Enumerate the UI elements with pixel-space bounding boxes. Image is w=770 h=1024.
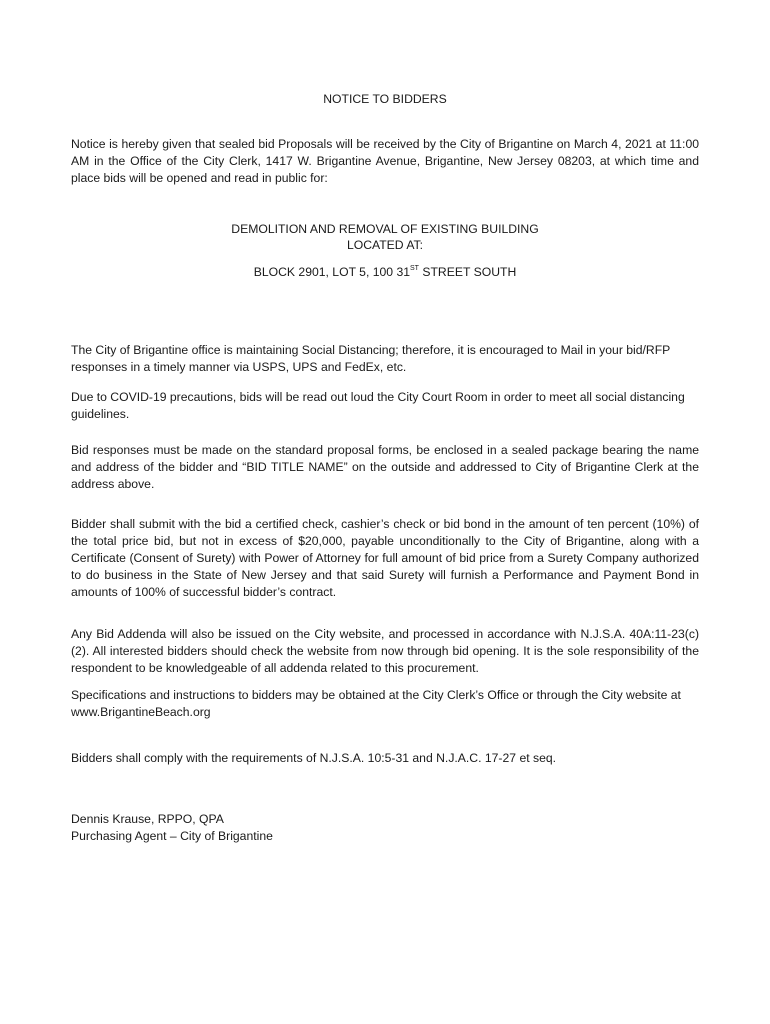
- signer-title: Purchasing Agent – City of Brigantine: [71, 829, 273, 843]
- subject-line-1: DEMOLITION AND REMOVAL OF EXISTING BUILDING: [231, 222, 539, 236]
- location-suffix: STREET SOUTH: [418, 265, 517, 279]
- social-distancing-paragraph: The City of Brigantine office is maintaining Social Distancing; therefore, it is encouraged to Mail in your bid/RFP responses in a timely manner via USPS, UPS and FedEx, etc.: [71, 343, 671, 374]
- location-superscript: ST: [410, 264, 419, 272]
- location-line: [71, 264, 699, 281]
- specifications-paragraph: Specifications and instructions to bidders may be obtained at the City Clerk’s Office or through the City website at www.BrigantineBeach.org: [71, 688, 681, 719]
- bid-responses-paragraph: Bid responses must be made on the standard proposal forms, be enclosed in a sealed package bearing the name and address of the bidder and “BID TITLE NAME” on the outside and addressed to City of Brigantine Clerk at the address above.: [71, 443, 699, 491]
- covid-paragraph: Due to COVID-19 precautions, bids will be read out loud the City Court Room in order to meet all social distancing guidelines.: [71, 390, 685, 421]
- bidder-submit-paragraph: Bidder shall submit with the bid a certified check, cashier’s check or bid bond in the amount of ten percent (10%) of the total price bid, but not in excess of $20,000, payable unconditionally to the City of Brigantine, along with a Certificate (Consent of Surety) with Power of Attorney for full amount of bid price from a Surety Company authorized to do business in the State of New Jersey and that said Surety will furnish a Performance and Payment Bond in amounts of 100% of successful bidder’s contract.: [71, 517, 699, 599]
- subject-line-2: LOCATED AT:: [346, 238, 424, 252]
- signer-name: Dennis Krause, RPPO, QPA: [71, 812, 224, 826]
- location-prefix: BLOCK 2901, LOT 5, 100 31: [253, 265, 411, 279]
- notice-title: NOTICE TO BIDDERS: [323, 92, 447, 106]
- addenda-paragraph: Any Bid Addenda will also be issued on the City website, and processed in accordance with N.J.S.A. 40A:11-23(c)(2). All interested bidders should check the website from now through bid opening. It is the sole responsibility of the respondent to be knowledgeable of all addenda related to this procurement.: [71, 627, 699, 675]
- comply-paragraph: Bidders shall comply with the requirements of N.J.S.A. 10:5-31 and N.J.A.C. 17-27 et seq.: [71, 751, 557, 765]
- intro-paragraph: Notice is hereby given that sealed bid Proposals will be received by the City of Brigantine on March 4, 2021 at 11:00 AM in the Office of the City Clerk, 1417 W. Brigantine Avenue, Brigantine, New Jersey 08203, at which time and place bids will be opened and read in public for:: [71, 137, 699, 185]
